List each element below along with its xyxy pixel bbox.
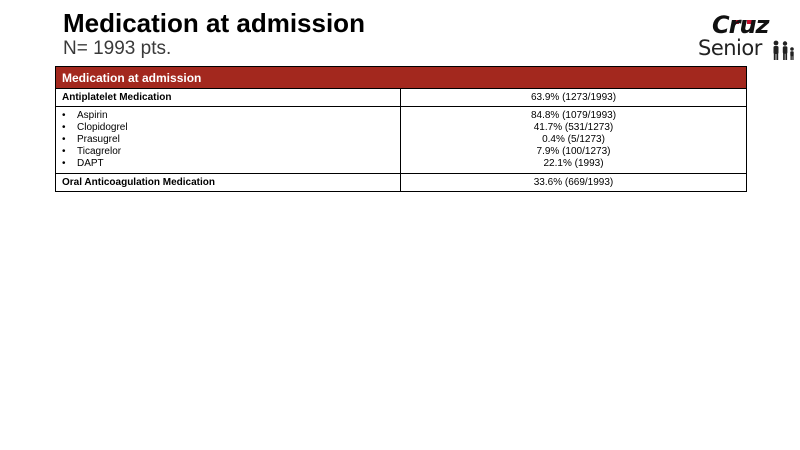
logo-brand-bottom: Senior <box>698 36 762 60</box>
table-row <box>56 89 747 107</box>
drug-names-cell <box>56 107 401 174</box>
table-row <box>56 174 747 192</box>
anticoagulation-label: Oral Anticoagulation Medication <box>56 174 401 192</box>
table-header: Medication at admission <box>56 67 747 89</box>
anticoagulation-value: 33.6% (669/1993) <box>401 174 747 192</box>
page-subtitle: N= 1993 pts. <box>63 38 172 59</box>
list-item: • Clopidogrel <box>62 122 400 134</box>
logo-brand-top: Cruz <box>712 11 769 39</box>
antiplatelet-value: 63.9% (1273/1993) <box>401 89 747 107</box>
family-icon <box>770 40 796 60</box>
table-row <box>56 107 747 174</box>
drug-value: 41.7% (531/1273) <box>533 122 614 133</box>
drug-value: 7.9% (100/1273) <box>536 146 611 157</box>
antiplatelet-label: Antiplatelet Medication <box>56 89 401 107</box>
cruz-senior-logo <box>696 8 796 62</box>
drug-value: 0.4% (5/1273) <box>542 134 605 145</box>
medication-table <box>55 66 747 192</box>
list-item: • Prasugrel <box>62 134 400 146</box>
list-item: • DAPT <box>62 158 400 170</box>
drug-values-cell <box>401 107 747 174</box>
drug-value: 22.1% (1993) <box>543 158 604 169</box>
list-item: • Aspirin <box>62 110 400 122</box>
page-title: Medication at admission <box>63 8 365 38</box>
drug-list <box>62 110 400 170</box>
drug-value: 84.8% (1079/1993) <box>530 110 617 121</box>
table-header-row <box>56 67 747 89</box>
list-item: • Ticagrelor <box>62 146 400 158</box>
